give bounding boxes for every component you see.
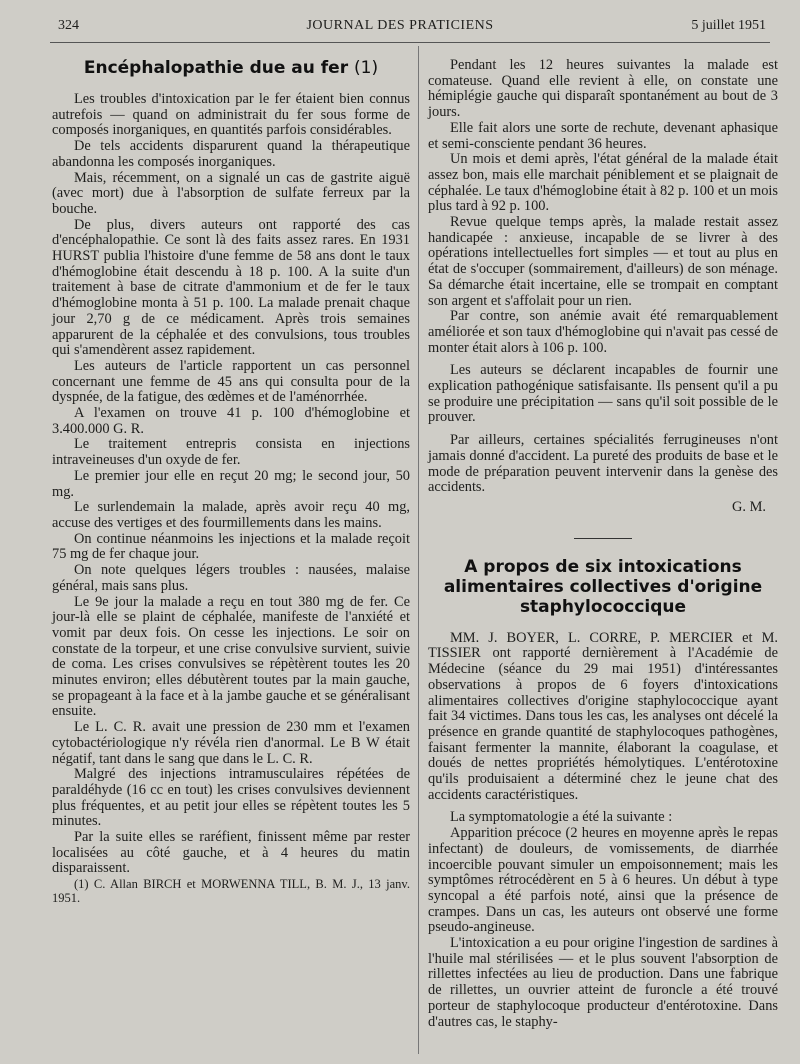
signature: G. M. xyxy=(732,498,766,515)
article1-paragraph: Le 9e jour la malade a reçu en tout 380 mg de fer. Ce jour-là elle se plaint de céphalée, manifeste de l'anxiété et vomit par deux fois. On cesse les injections. Le soir on constate de la torpeur, et une crise convulsive survient, suivie de coma. Les crises convulsives se répètèrent toutes les 20 minutes environ; elles débutèrent toutes par la main gauche, se propageant à la face et à la jambe gauche et se généralisant ensuite. xyxy=(52,593,410,720)
article2-title: A propos de six intoxications alimentaires collectives d'origine staphylococcique xyxy=(443,556,763,617)
issue-date: 5 juillet 1951 xyxy=(691,18,766,33)
article1-paragraph: On note quelques légers troubles : nausées, malaise général, mais sans plus. xyxy=(52,562,410,594)
article1-paragraph: Les auteurs de l'article rapportent un cas personnel concernant une femme de 45 ans qui consulta pour de la dyspnée, de la fatigue, des œdèmes et de l'aménorrhée. xyxy=(52,357,410,406)
article1-paragraph: De plus, divers auteurs ont rapporté des cas d'encéphalopathie. Ce sont là des faits assez rares. En 1931 HURST publia l'histoire d'une femme de 58 ans dont le taux d'hémoglobine était descendu à 18 p. 100. A la suite d'un traitement à base de citrate d'ammonium et de fer le taux d'hémoglobine monta à 51 p. 100. La malade prenait chaque jour 2,70 g de ce médicament. Après trois semaines apparurent de la céphalée et des convulsions, tous troubles qui s'amendèrent assez rapidement. xyxy=(52,216,410,359)
article1-cont-paragraph: Les auteurs se déclarent incapables de fournir une explication pathogénique satisfaisante. Ils pensent qu'il a pu se produire une précipitation — sans qu'il soit possible de le prouver. xyxy=(428,362,778,426)
article1-cont-paragraph: Revue quelque temps après, la malade restait assez handicapée : anxieuse, incapable de se livrer à des opérations intellectuelles fort simples — et tout au plus en état de s'occuper (sommairement, d'ailleurs) de son ménage. Sa démarche était incertaine, elle se trompait en comptant son argent et s'affolait pour un rien. xyxy=(428,214,778,309)
article1-paragraph: On continue néanmoins les injections et la malade reçoit 75 mg de fer chaque jour. xyxy=(52,530,410,563)
article1-cont-paragraph: Elle fait alors une sorte de rechute, devenant aphasique et semi-consciente pendant 36 heures. xyxy=(428,119,778,152)
article1-paragraph: Le L. C. R. avait une pression de 230 mm et l'examen cytobactériologique n'y révéla rien d'anormal. Le B W était négatif, tant dans le sang que dans le L. C. R. xyxy=(52,719,410,767)
right-column xyxy=(428,58,778,1030)
article1-title-note: (1) xyxy=(354,58,379,78)
article1-paragraph: Malgré des injections intramusculaires répétées de paraldéhyde (16 cc en tout) les crises convulsives deviennent plus fréquentes, et au petit jour elles se répètent toutes les 5 minutes. xyxy=(52,766,410,830)
article1-paragraph: Par la suite elles se raréfient, finissent même par rester localisées au côté gauche, et à 4 heures du matin disparaissent. xyxy=(52,829,410,877)
article1-title: Encéphalopathie due au fer (1) xyxy=(83,58,379,78)
article2-paragraph: L'intoxication a eu pour origine l'ingestion de sardines à l'huile mal stérilisées — et le plus souvent l'absorption de rillettes infectées au lieu de production. Dans une fabrique de rillettes, un ouvrier atteint de furoncle a été trouvé porteur de staphylocoque producteur d'entérotoxine. Dans d'autres cas, le staphy- xyxy=(428,935,778,1030)
article2-paragraph: Apparition précoce (2 heures en moyenne après le repas infectant) de douleurs, de vomissements, de diarrhée incoercible pouvant simuler un empoisonnement; mais les symptômes rétrocédèrent en 5 à 6 heures. Un début à type syncopal a été parfois noté, ainsi que la présence de crampes. Dans un cas, les auteurs ont observé une forme pseudo-angineuse. xyxy=(428,825,778,936)
article1-paragraph: Le surlendemain la malade, après avoir reçu 40 mg, accuse des vertiges et des fourmillements dans les mains. xyxy=(52,499,410,531)
footnote: (1) C. Allan BIRCH et MORWENNA TILL, B. M. J., 13 janv. 1951. xyxy=(52,877,410,906)
article2-paragraph: La symptomatologie a été la suivante : xyxy=(450,809,673,826)
article1-cont-paragraph: Pendant les 12 heures suivantes la malade est comateuse. Quand elle revient à elle, on constate une hémiplégie gauche qui disparaît spontanément au bout de 3 jours. xyxy=(428,57,778,121)
article2-paragraph: MM. J. BOYER, L. CORRE, P. MERCIER et M. TISSIER ont rapporté dernièrement à l'Académie de Médecine (séance du 29 mai 1951) d'intéressantes observations à propos de 6 foyers d'intoxications alimentaires collectives d'origine staphylococcique ayant fait 34 victimes. Dans tous les cas, les analyses ont décelé la présence en grande quantité de staphylocoques pathogènes, faisant fermenter la mannite, élaborant la coagulase, et doués de nettes propriétés hémolytiques. L'entérotoxine qu'ils produisaient a déterminé chez le jeune chat des accidents caractéristiques. xyxy=(428,629,778,803)
article1-paragraph: De tels accidents disparurent quand la thérapeutique abandonna les composés inorganiques. xyxy=(52,138,410,170)
article1-cont-paragraph: Un mois et demi après, l'état général de la malade était assez bon, mais elle marchait péniblement et se plaignait de céphalée. Le taux d'hémoglobine était à 82 p. 100 et un mois plus tard à 92 p. 100. xyxy=(428,151,778,215)
article1-paragraph: A l'examen on trouve 41 p. 100 d'hémoglobine et 3.400.000 G. R. xyxy=(52,405,410,437)
left-column xyxy=(52,58,410,905)
page-header xyxy=(0,14,800,40)
journal-title: JOURNAL DES PRATICIENS xyxy=(306,18,494,33)
page-number: 324 xyxy=(58,18,79,33)
article1-paragraph: Le premier jour elle en reçut 20 mg; le second jour, 50 mg. xyxy=(52,467,410,500)
article1-paragraph: Mais, récemment, on a signalé un cas de gastrite aiguë (avec mort) due à l'absorption de sulfate ferreux par la bouche. xyxy=(52,169,410,217)
column-rule xyxy=(418,46,419,1054)
article-divider xyxy=(574,538,632,539)
article1-paragraph: Le traitement entrepris consista en injections intraveineuses d'un oxyde de fer. xyxy=(52,436,410,469)
header-rule xyxy=(50,42,770,43)
article1-cont-paragraph: Par ailleurs, certaines spécialités ferrugineuses n'ont jamais donné d'accident. La pureté des produits de base et le mode de préparation peuvent intervenir dans la genèse des accidents. xyxy=(428,432,778,496)
article1-paragraph: Les troubles d'intoxication par le fer étaient bien connus autrefois — quand on administrait du fer sous forme de composés inorganiques, en quantités parfois considérables. xyxy=(52,91,410,139)
article1-cont-paragraph: Par contre, son anémie avait été remarquablement améliorée et son taux d'hémoglobine qui n'avait pas cessé de monter était alors à 106 p. 100. xyxy=(428,308,778,356)
